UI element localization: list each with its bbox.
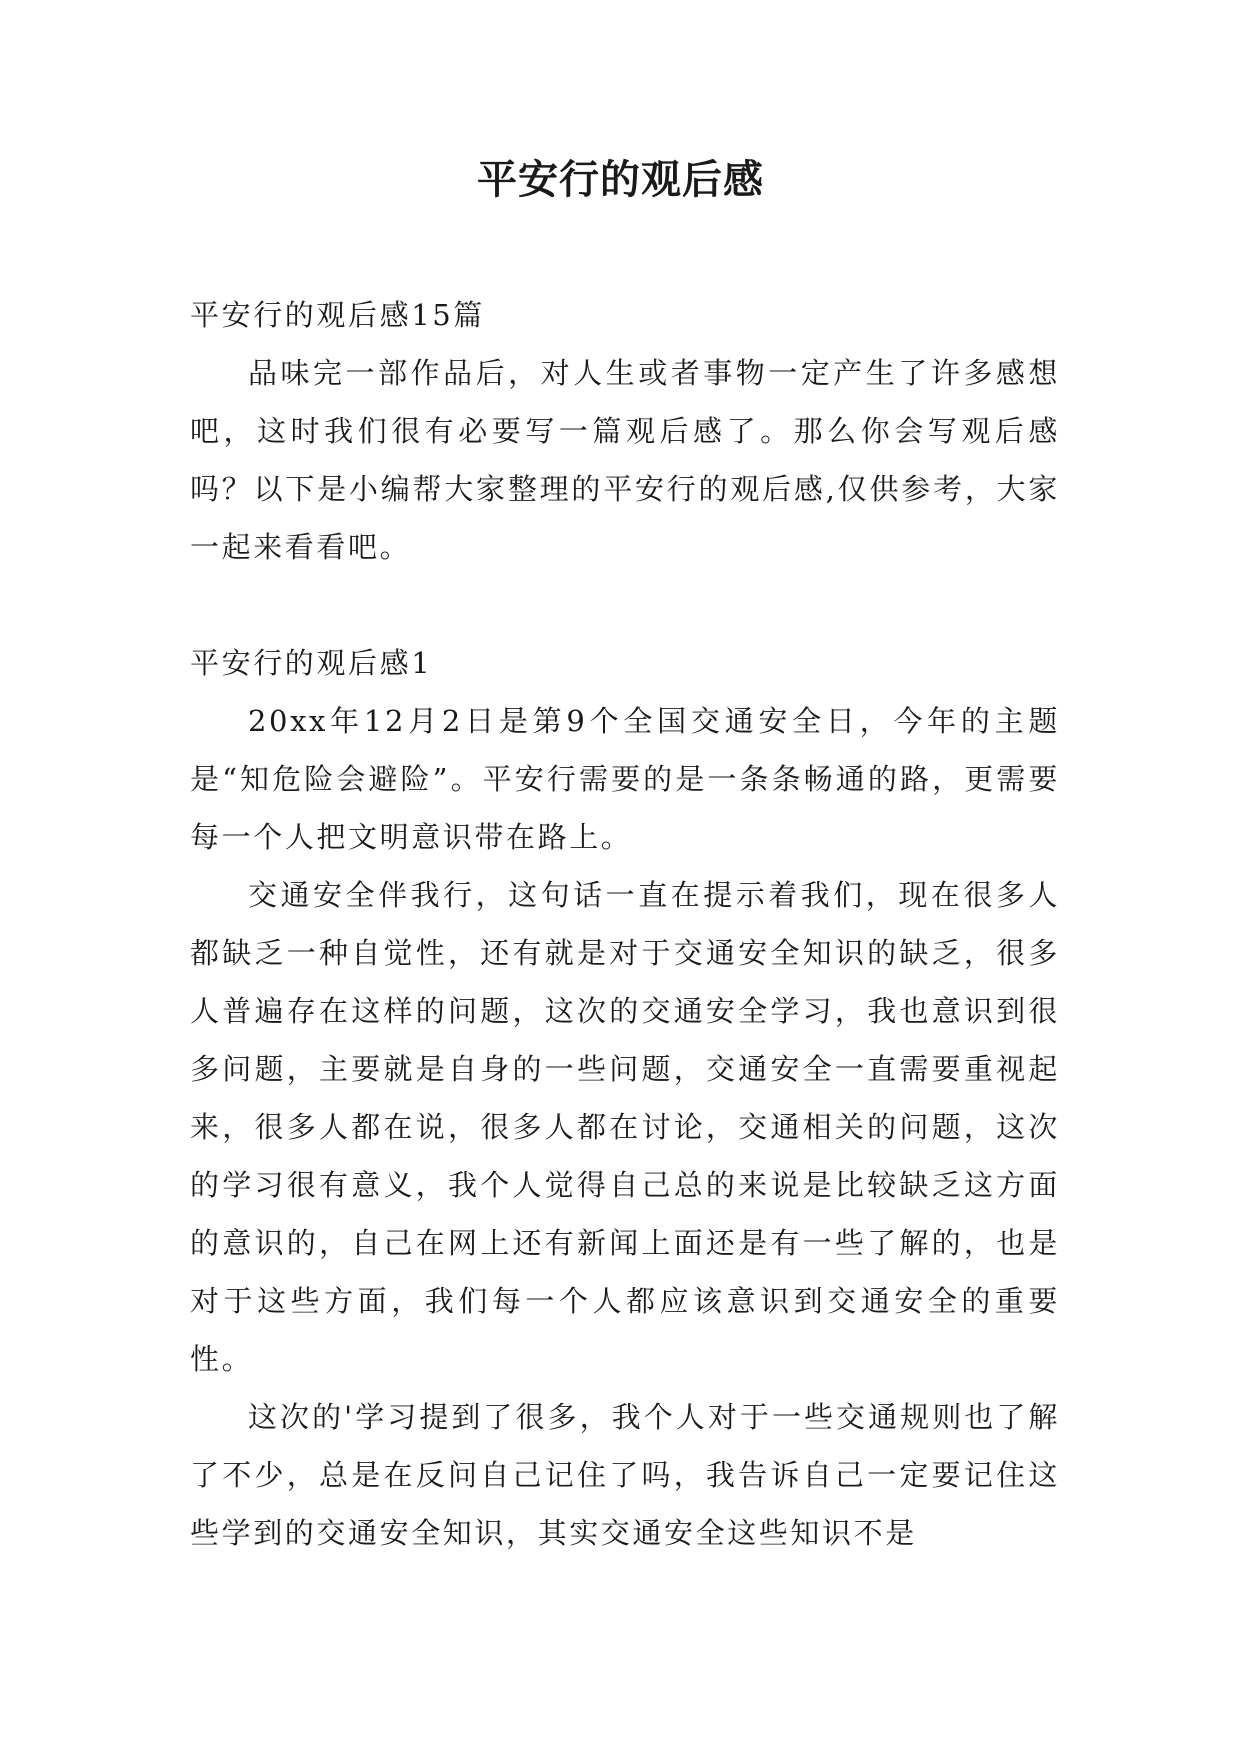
document-title: 平安行的观后感	[477, 156, 764, 203]
body-paragraph: 这次的'学习提到了很多，我个人对于一些交通规则也了解了不少，总是在反问自己记住了吗，我告诉自己一定要记住这些学到的交通安全知识，其实交通安全这些知识不是	[190, 1400, 1060, 1550]
intro-paragraph: 品味完一部作品后，对人生或者事物一定产生了许多感想吧，这时我们很有必要写一篇观后感了。那么你会写观后感吗？以下是小编帮大家整理的平安行的观后感,仅供参考，大家一起来看看吧。	[190, 356, 1060, 564]
section-spacer	[190, 576, 1060, 634]
document-body	[190, 286, 1060, 1562]
section-heading: 平安行的观后感1	[190, 646, 433, 680]
collection-heading: 平安行的观后感15篇	[190, 298, 485, 332]
body-paragraph: 交通安全伴我行，这句话一直在提示着我们，现在很多人都缺乏一种自觉性，还有就是对于交通安全知识的缺乏，很多人普遍存在这样的问题，这次的交通安全学习，我也意识到很多问题，主要就是自身的一些问题，交通安全一直需要重视起来，很多人都在说，很多人都在讨论，交通相关的问题，这次的学习很有意义，我个人觉得自己总的来说是比较缺乏这方面的意识的，自己在网上还有新闻上面还是有一些了解的，也是对于这些方面，我们每一个人都应该意识到交通安全的重要性。	[190, 878, 1060, 1376]
body-paragraph: 20xx年12月2日是第9个全国交通安全日，今年的主题是“知危险会避险”。平安行需要的是一条条畅通的路，更需要每一个人把文明意识带在路上。	[190, 704, 1060, 854]
